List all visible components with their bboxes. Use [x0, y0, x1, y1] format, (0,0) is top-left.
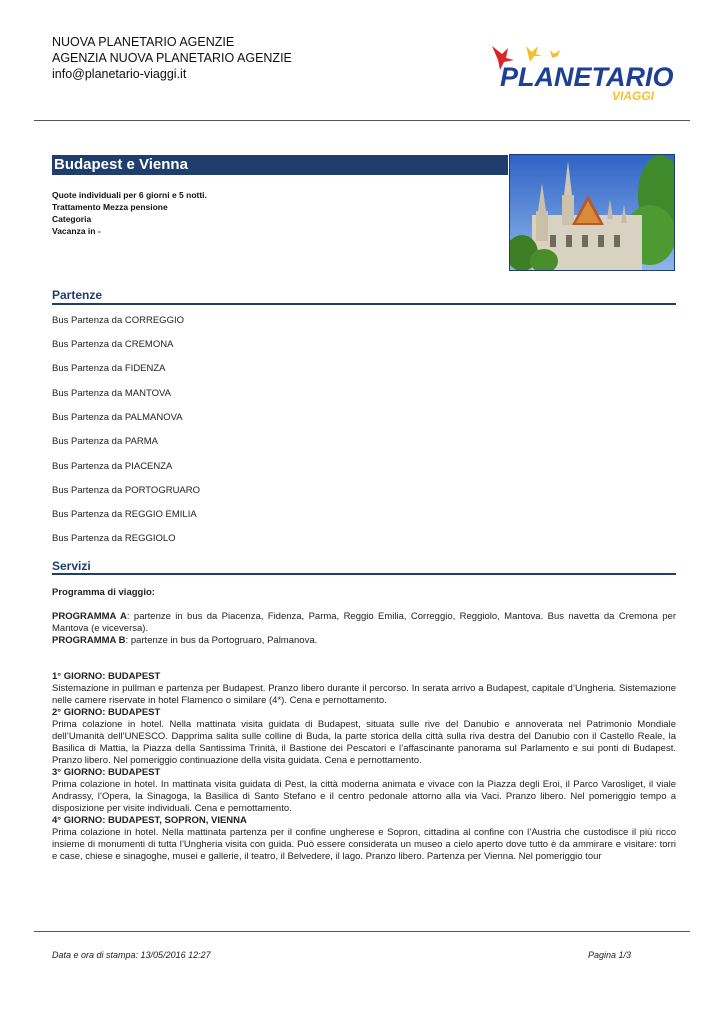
departure-item: Bus Partenza da PORTOGRUARO	[52, 485, 201, 496]
trip-photo	[509, 154, 675, 271]
departure-item: Bus Partenza da CREMONA	[52, 339, 174, 350]
departure-item: Bus Partenza da PALMANOVA	[52, 412, 183, 423]
departure-item: Bus Partenza da PARMA	[52, 436, 158, 447]
church-photo-icon	[510, 155, 674, 270]
departures-heading: Partenze	[52, 288, 103, 302]
departure-item: Bus Partenza da REGGIO EMILIA	[52, 509, 197, 520]
departure-item: Bus Partenza da CORREGGIO	[52, 315, 184, 326]
day-title: 1° GIORNO: BUDAPEST	[52, 671, 161, 682]
agency-block	[52, 34, 292, 82]
itinerary	[52, 671, 676, 863]
small-bird-icon	[550, 50, 560, 58]
quote-line: Quote individuali per 6 giorni e 5 notti.	[52, 190, 207, 200]
yellow-bird-icon	[526, 46, 542, 62]
program-title: Programma di viaggio:	[52, 587, 155, 598]
program-a-text: : partenze in bus da Piacenza, Fidenza, Parma, Reggio Emilia, Correggio, Reggiolo, Mantova. Bus navetta da Cremona per Mantova (e viceversa).	[52, 611, 676, 634]
footer-divider	[34, 931, 690, 932]
trip-meta	[52, 189, 207, 237]
treatment-line: Trattamento Mezza pensione	[52, 202, 168, 212]
day-text: Prima colazione in hotel. In mattinata visita guidata di Pest, la città moderna animata e vivace con la Piazza degli Eroi, il Parco Varosliget, il viale Andrassy, l’Opera, la Sinagoga, la Basilica di Santo Stefano e il centro pedonale attorno alla via Vaci. Pranzo libero. Nel pomeriggio tempo a disposizione per visite individuali. Cena e pernottamento.	[52, 779, 676, 814]
print-date: Data e ora di stampa: 13/05/2016 12:27	[52, 950, 211, 960]
agency-name: NUOVA PLANETARIO AGENZIE	[52, 35, 235, 49]
day-text: Prima colazione in hotel. Nella mattinata partenza per il confine ungherese e Sopron, cittadina al confine con l’Austria che custodisce il più ricco insieme di monumenti di tutta l’Ungheria visita con guida. Può essere considerata un museo a cielo aperto dove tutto è da ammirare e visitare: torri e case, chiese e sinagoghe, musei e gallerie, il teatro, il Belvedere, il lago. Pranzo libero. Partenza per Vienna. Nel pomeriggio tour	[52, 827, 676, 862]
agency-full-name: AGENZIA NUOVA PLANETARIO AGENZIE	[52, 51, 292, 65]
vacation-line: Vacanza in -	[52, 226, 101, 236]
planetario-logo	[486, 40, 676, 104]
program-b-text: : partenze in bus da Portogruaro, Palmanova.	[125, 635, 318, 646]
day-title: 2° GIORNO: BUDAPEST	[52, 707, 161, 718]
departure-item: Bus Partenza da REGGIOLO	[52, 533, 176, 544]
day-title: 4° GIORNO: BUDAPEST, SOPRON, VIENNA	[52, 815, 247, 826]
header-divider	[34, 120, 690, 121]
services-rule	[52, 573, 676, 575]
departure-item: Bus Partenza da MANTOVA	[52, 388, 171, 399]
departure-item: Bus Partenza da FIDENZA	[52, 363, 166, 374]
departure-item: Bus Partenza da PIACENZA	[52, 461, 173, 472]
day-text: Prima colazione in hotel. Nella mattinata visita guidata di Budapest, situata sulle rive del Danubio e annoverata nel Patrimonio Mondiale dell’Umanità dell’UNESCO. Dapprima salita sulle colline di Buda, la parte storica della città sulla riva destra del Danubio con il Castello Reale, la Basilica di Mattia, la Piazza della Santissima Trinità, il Bastione dei Pescatori e l’affascinante panorama sul Parlamento e sui ponti di Budapest. Pranzo libero. Nel pomeriggio continuazione della visita guidata. Cena e pernottamento.	[52, 719, 676, 766]
logo-main-text: PLANETARIO	[500, 62, 674, 92]
services-heading: Servizi	[52, 559, 91, 573]
day-title: 3° GIORNO: BUDAPEST	[52, 767, 161, 778]
day-text: Sistemazione in pullman e partenza per Budapest. Pranzo libero durante il percorso. In serata arrivo a Budapest, capitale d’Ungheria. Sistemazione nelle camere riservate in hotel Flamenco o similare (4*). Cena e pernottamento.	[52, 683, 676, 706]
page-number: Pagina 1/3	[588, 950, 632, 960]
program-b-label: PROGRAMMA B	[52, 635, 126, 646]
logo-sub-text: VIAGGI	[612, 89, 655, 103]
departures-rule	[52, 303, 676, 305]
program-a-label: PROGRAMMA A	[52, 611, 127, 622]
agency-email: info@planetario-viaggi.it	[52, 67, 187, 81]
program-a	[52, 611, 676, 647]
trip-title: Budapest e Vienna	[52, 155, 508, 175]
category-line: Categoria	[52, 214, 92, 224]
